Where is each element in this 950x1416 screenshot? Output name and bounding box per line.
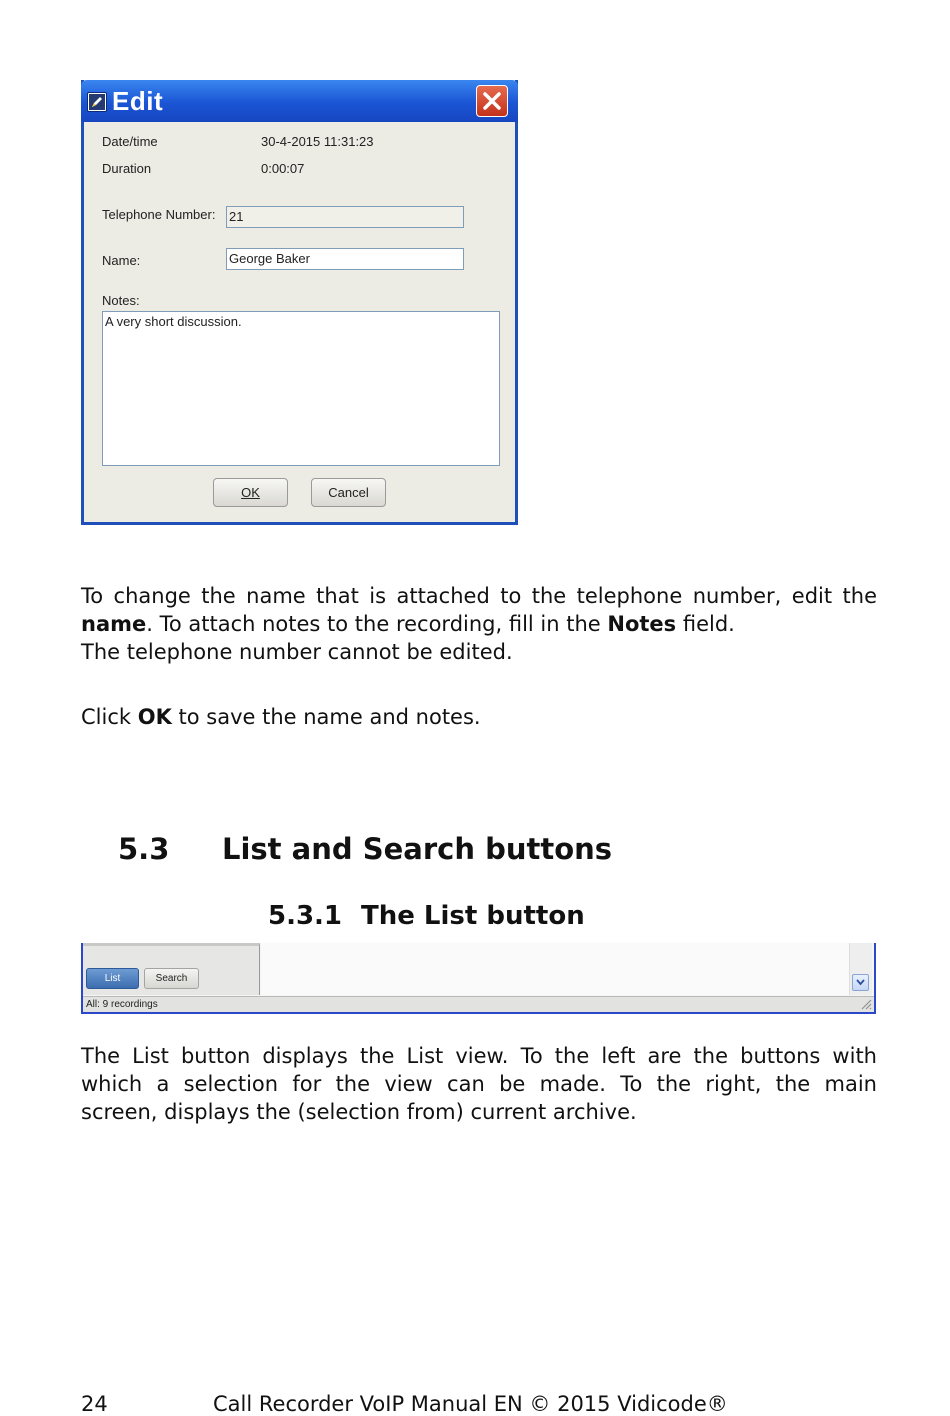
ok-button[interactable]: [213, 478, 288, 507]
main-archive-pane: [261, 943, 851, 995]
datetime-label: Date/time: [102, 134, 158, 149]
section-title: List and Search buttons: [222, 832, 613, 866]
search-button[interactable]: Search: [144, 968, 199, 989]
list-button[interactable]: List: [86, 968, 139, 989]
name-label: Name:: [102, 253, 141, 268]
bold-term-notes: Notes: [607, 612, 677, 636]
bold-term-ok: OK: [137, 705, 172, 729]
list-view-screenshot: [81, 943, 876, 1014]
bold-term-name: name: [81, 612, 147, 636]
paragraph-line: The List button displays the List view. To the left are the buttons with: [81, 1044, 877, 1068]
ok-button-label: OK: [241, 485, 260, 500]
duration-value: 0:00:07: [261, 161, 305, 176]
text-span: field.: [676, 612, 735, 636]
duration-label: Duration: [102, 161, 152, 176]
chevron-down-icon: [856, 979, 865, 986]
close-button[interactable]: [476, 85, 508, 117]
dialog-title: Edit: [112, 86, 164, 116]
cancel-button-label: Cancel: [328, 485, 369, 500]
status-bar: All: 9 recordings: [83, 996, 874, 1012]
dialog-titlebar: [81, 80, 518, 122]
text-span: to save the name and notes.: [171, 705, 481, 729]
paragraph-edit-name: [81, 582, 877, 666]
cancel-button[interactable]: [311, 478, 386, 507]
scroll-down-button[interactable]: [852, 974, 869, 991]
telephone-label: Telephone Number:: [102, 207, 216, 222]
section-number: 5.3: [118, 832, 170, 866]
telephone-field: 21: [226, 206, 464, 228]
subsection-title: The List button: [361, 901, 585, 931]
text-span: Click: [81, 705, 138, 729]
paragraph-line: The telephone number cannot be edited.: [81, 640, 513, 664]
footer-text: Call Recorder VoIP Manual EN © 2015 Vidicode®: [213, 1392, 728, 1416]
subsection-number: 5.3.1: [268, 901, 343, 931]
notes-label: Notes:: [102, 293, 140, 308]
paragraph-click-ok: [81, 703, 877, 731]
paragraph-line: screen, displays the (selection from) current archive.: [81, 1100, 637, 1124]
paragraph-line: To change the name that is attached to the telephone number, edit the: [81, 584, 877, 608]
page-number: 24: [81, 1392, 108, 1416]
resize-grip-icon[interactable]: [860, 998, 872, 1010]
paragraph-line: [81, 610, 877, 638]
selection-pane: [83, 943, 260, 995]
datetime-value: 30-4-2015 11:31:23: [261, 134, 374, 149]
close-icon: [483, 92, 501, 110]
scrollbar[interactable]: [849, 943, 872, 995]
name-field[interactable]: George Baker: [226, 248, 464, 270]
text-span: . To attach notes to the recording, fill in the: [146, 612, 608, 636]
paragraph-line: which a selection for the view can be made. To the right, the main: [81, 1072, 877, 1096]
edit-dialog: [81, 80, 518, 525]
paragraph-list-button: [81, 1042, 877, 1126]
notes-field[interactable]: A very short discussion.: [102, 311, 500, 466]
edit-icon: [87, 92, 107, 112]
